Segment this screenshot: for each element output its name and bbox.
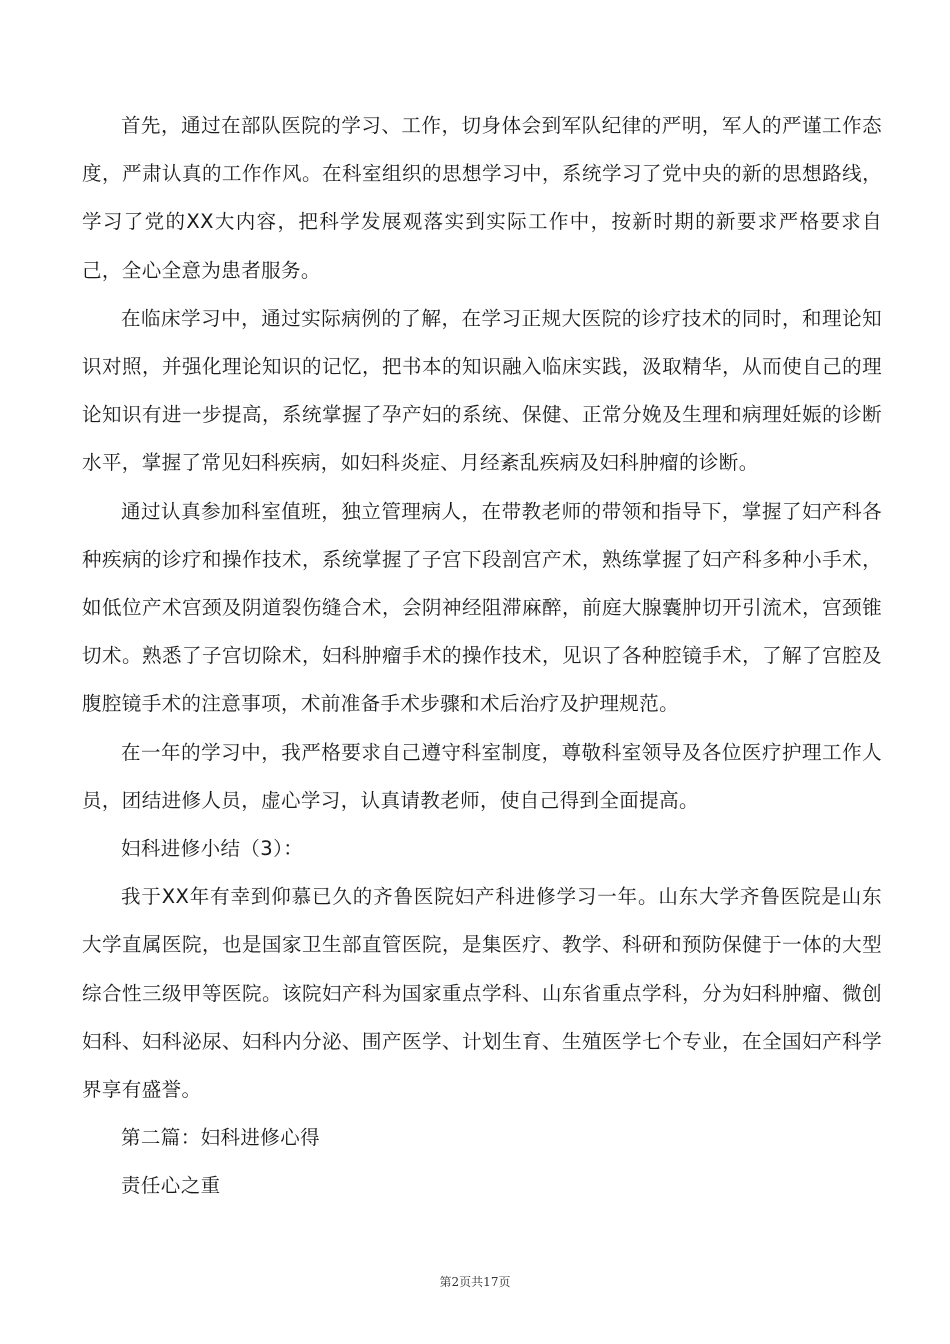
section-heading-part-two: 第二篇：妇科进修心得	[121, 1126, 321, 1150]
paragraph-duty-practice: 通过认真参加科室值班，独立管理病人，在带教老师的带领和指导下，掌握了妇产科各种疾病的诊疗和操作技术，系统掌握了子宫下段剖宫产术，熟练掌握了妇产科多种小手术，如低位产术宫颈及阴道裂伤缝合术，会阴神经阻滞麻醉，前庭大腺囊肿切开引流术，宫颈锥切术。熟悉了子宫切除术，妇科肿瘤手术的操作技术，见识了各种腔镜手术，了解了宫腔及腹腔镜手术的注意事项，术前准备手术步骤和术后治疗及护理规范。	[82, 499, 882, 716]
paragraph-military-hospital: 首先，通过在部队医院的学习、工作，切身体会到军队纪律的严明，军人的严谨工作态度，严肃认真的工作作风。在科室组织的思想学习中，系统学习了党中央的新的思想路线，学习了党的XX大内容，把科学发展观落实到实际工作中，按新时期的新要求严格要求自己，全心全意为患者服务。	[82, 114, 882, 282]
document-body	[82, 102, 882, 1211]
paragraph-clinical-study: 在临床学习中，通过实际病例的了解，在学习正规大医院的诊疗技术的同时，和理论知识对照，并强化理论知识的记忆，把书本的知识融入临床实践，汲取精华，从而使自己的理论知识有进一步提高，系统掌握了孕产妇的系统、保健、正常分娩及生理和病理妊娠的诊断水平，掌握了常见妇科疾病，如妇科炎症、月经紊乱疾病及妇科肿瘤的诊断。	[82, 306, 882, 475]
paragraph-qilu-hospital: 我于XX年有幸到仰慕已久的齐鲁医院妇产科进修学习一年。山东大学齐鲁医院是山东大学直属医院，也是国家卫生部直管医院，是集医疗、教学、科研和预防保健于一体的大型综合性三级甲等医院。该院妇产科为国家重点学科、山东省重点学科，分为妇科肿瘤、微创妇科、妇科泌尿、妇科内分泌、围产医学、计划生育、生殖医学七个专业，在全国妇产科学界享有盛誉。	[82, 885, 882, 1102]
section-heading-responsibility: 责任心之重	[121, 1174, 221, 1198]
section-heading-summary-3: 妇科进修小结（3）：	[121, 837, 304, 861]
paragraph-one-year-study: 在一年的学习中，我严格要求自己遵守科室制度，尊敬科室领导及各位医疗护理工作人员，团结进修人员，虚心学习，认真请教老师，使自己得到全面提高。	[82, 740, 882, 812]
page-number-footer: 第2页共17页	[439, 1275, 511, 1289]
